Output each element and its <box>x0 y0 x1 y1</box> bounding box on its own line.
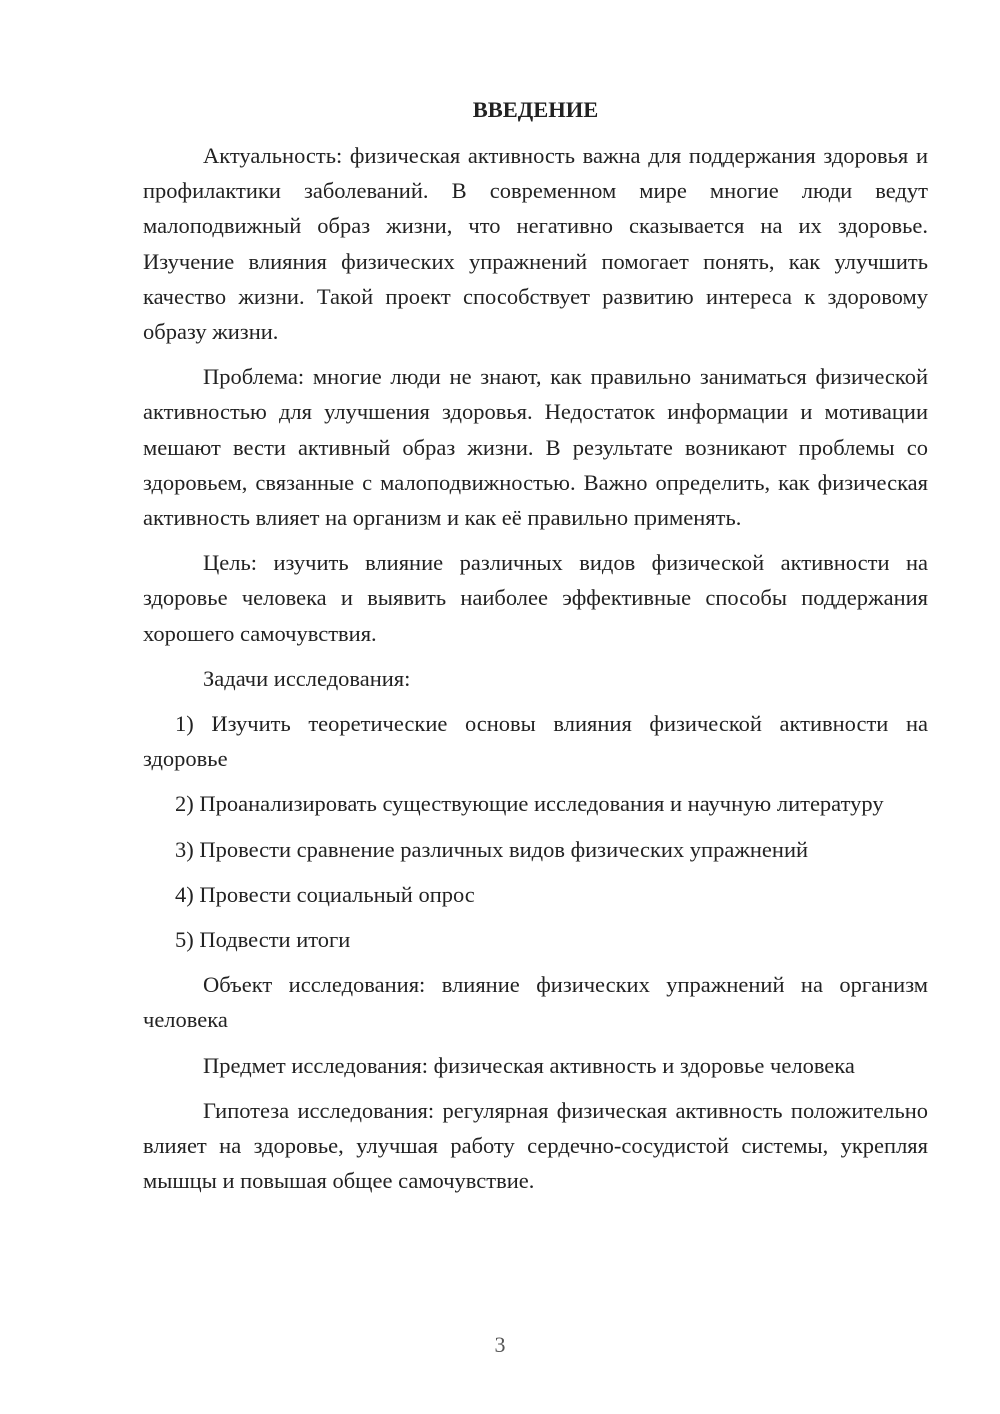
page-content <box>143 92 928 1208</box>
list-item: 4) Провести социальный опрос <box>175 881 475 907</box>
list-item: 5) Подвести итоги <box>175 927 351 953</box>
tasks-list <box>143 706 928 957</box>
list-item: 3) Провести сравнение различных видов физических упражнений <box>175 836 809 862</box>
tasks-heading: Задачи исследования: <box>203 665 411 691</box>
object-paragraph: Объект исследования: влияние физических упражнений на организм человека <box>143 972 928 1033</box>
page-number: 3 <box>494 1332 506 1357</box>
list-item: 2) Проанализировать существующие исследования и научную литературу <box>175 791 884 817</box>
relevance-paragraph: Актуальность: физическая активность важна для поддержания здоровья и профилактики заболеваний. В современном мире многие люди ведут малоподвижный образ жизни, что негативно сказывается на их здоровье. Изучение влияния физических упражнений помогает понять, как улучшить качество жизни. Такой проект способствует развитию интереса к здоровому образу жизни. <box>143 143 928 345</box>
list-item: 1) Изучить теоретические основы влияния физической активности на здоровье <box>143 711 928 772</box>
section-title: ВВЕДЕНИЕ <box>472 97 599 122</box>
hypothesis-paragraph: Гипотеза исследования: регулярная физическая активность положительно влияет на здоровье, улучшая работу сердечно-сосудистой системы, укрепляя мышцы и повышая общее самочувствие. <box>143 1097 928 1194</box>
subject-paragraph: Предмет исследования: физическая активность и здоровье человека <box>203 1052 855 1078</box>
problem-paragraph: Проблема: многие люди не знают, как правильно заниматься физической активностью для улучшения здоровья. Недостаток информации и мотивации мешают вести активный образ жизни. В результате возникают проблемы со здоровьем, связанные с малоподвижностью. Важно определить, как физическая активность влияет на организм и как её правильно применять. <box>143 364 928 531</box>
goal-paragraph: Цель: изучить влияние различных видов физической активности на здоровье человека и выявить наиболее эффективные способы поддержания хорошего самочувствия. <box>143 550 928 646</box>
